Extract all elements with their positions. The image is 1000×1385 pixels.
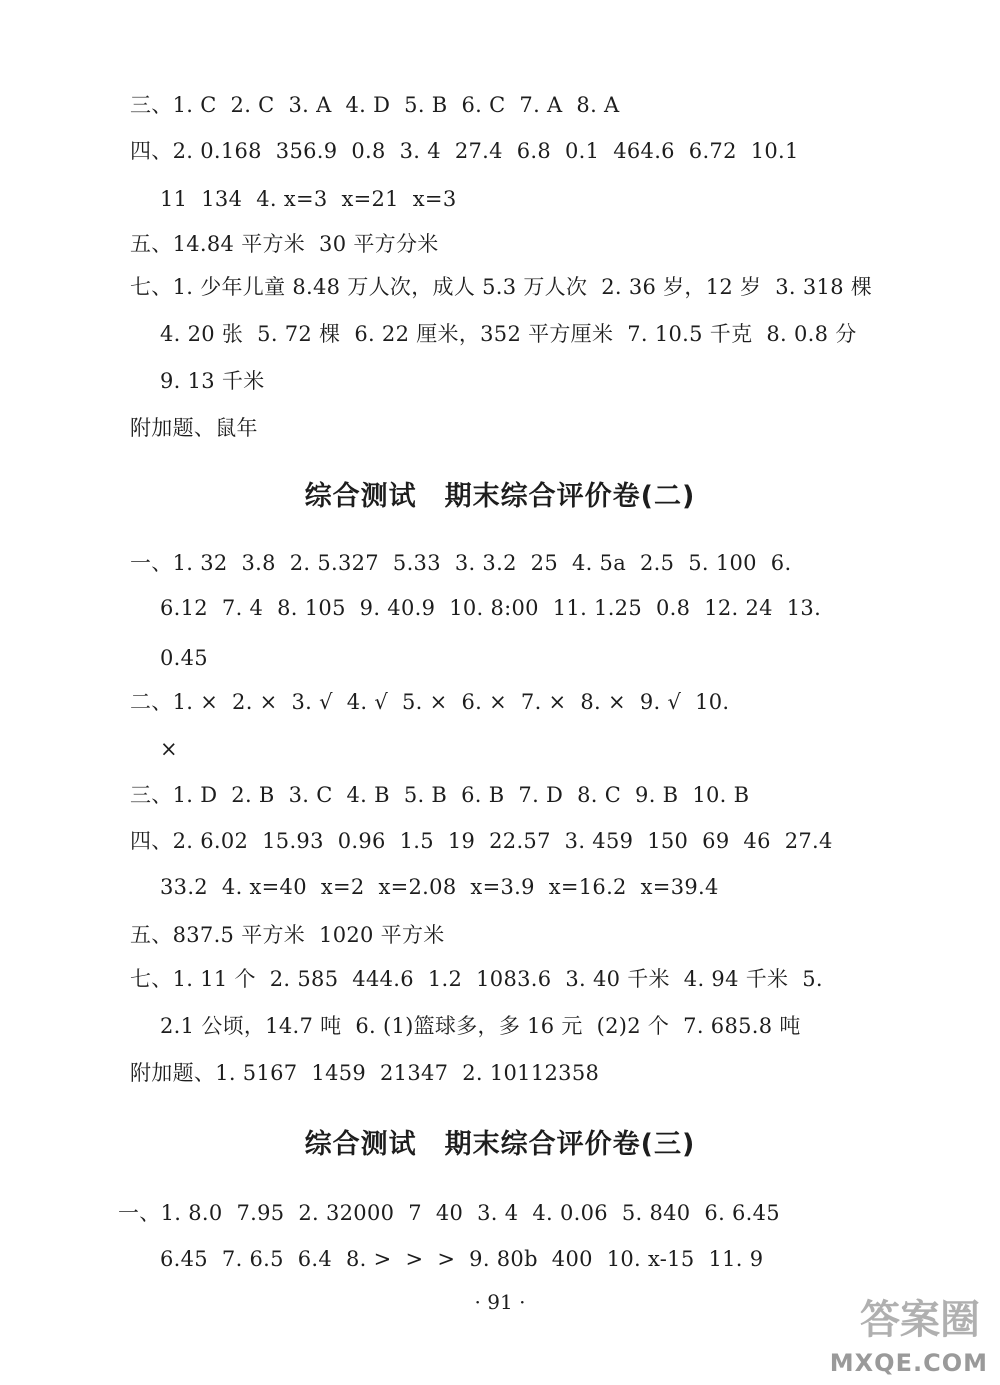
section-title: 综合测试 期末综合评价卷(三) bbox=[304, 1129, 696, 1160]
answer-line: 四、2. 0.168 356.9 0.8 3. 4 27.4 6.8 0.1 464.6 6.72 10.1 bbox=[130, 139, 799, 163]
answer-line: 附加题、鼠年 bbox=[130, 416, 258, 440]
answer-line: 0.45 bbox=[160, 646, 208, 670]
answer-line: 一、1. 32 3.8 2. 5.327 5.33 3. 3.2 25 4. 5a 2.5 5. 100 6. bbox=[130, 551, 792, 575]
answer-line: 七、1. 11 个 2. 585 444.6 1.2 1083.6 3. 40 千米 4. 94 千米 5. bbox=[130, 967, 823, 991]
answer-line: 二、1. × 2. × 3. √ 4. √ 5. × 6. × 7. × 8. × 9. √ 10. bbox=[130, 690, 730, 714]
answer-line: 9. 13 千米 bbox=[160, 369, 265, 393]
answer-line: 附加题、1. 5167 1459 21347 2. 10112358 bbox=[130, 1061, 600, 1085]
answer-line: 三、1. D 2. B 3. C 4. B 5. B 6. B 7. D 8. C 9. B 10. B bbox=[130, 783, 750, 807]
answer-line: 33.2 4. x=40 x=2 x=2.08 x=3.9 x=16.2 x=39.4 bbox=[160, 875, 719, 899]
answer-line: 一、1. 8.0 7.95 2. 32000 7 40 3. 4 4. 0.06 5. 840 6. 6.45 bbox=[118, 1201, 780, 1225]
answer-line: 4. 20 张 5. 72 棵 6. 22 厘米，352 平方厘米 7. 10.5 千克 8. 0.8 分 bbox=[160, 322, 857, 346]
answer-line: × bbox=[160, 737, 178, 761]
answer-line: 七、1. 少年儿童 8.48 万人次，成人 5.3 万人次 2. 36 岁，12 岁 3. 318 棵 bbox=[130, 275, 873, 299]
watermark-top-text: 答案圈 bbox=[860, 1297, 980, 1343]
page-number: · 91 · bbox=[474, 1290, 526, 1314]
answer-line: 三、1. C 2. C 3. A 4. D 5. B 6. C 7. A 8. A bbox=[130, 93, 620, 117]
watermark-bottom-text: MXQE.COM bbox=[829, 1349, 988, 1377]
answer-line: 11 134 4. x=3 x=21 x=3 bbox=[160, 187, 457, 211]
answer-line: 五、837.5 平方米 1020 平方米 bbox=[130, 923, 445, 947]
answer-line: 6.45 7. 6.5 6.4 8. > > > 9. 80b 400 10. x-15 11. 9 bbox=[160, 1247, 764, 1271]
section-title: 综合测试 期末综合评价卷(二) bbox=[304, 481, 696, 512]
answer-line: 五、14.84 平方米 30 平方分米 bbox=[130, 232, 439, 256]
answer-line: 2.1 公顷，14.7 吨 6. (1)篮球多，多 16 元 (2)2 个 7. 685.8 吨 bbox=[160, 1014, 801, 1038]
answer-line: 6.12 7. 4 8. 105 9. 40.9 10. 8:00 11. 1.25 0.8 12. 24 13. bbox=[160, 596, 822, 620]
answer-line: 四、2. 6.02 15.93 0.96 1.5 19 22.57 3. 459 150 69 46 27.4 bbox=[130, 829, 833, 853]
